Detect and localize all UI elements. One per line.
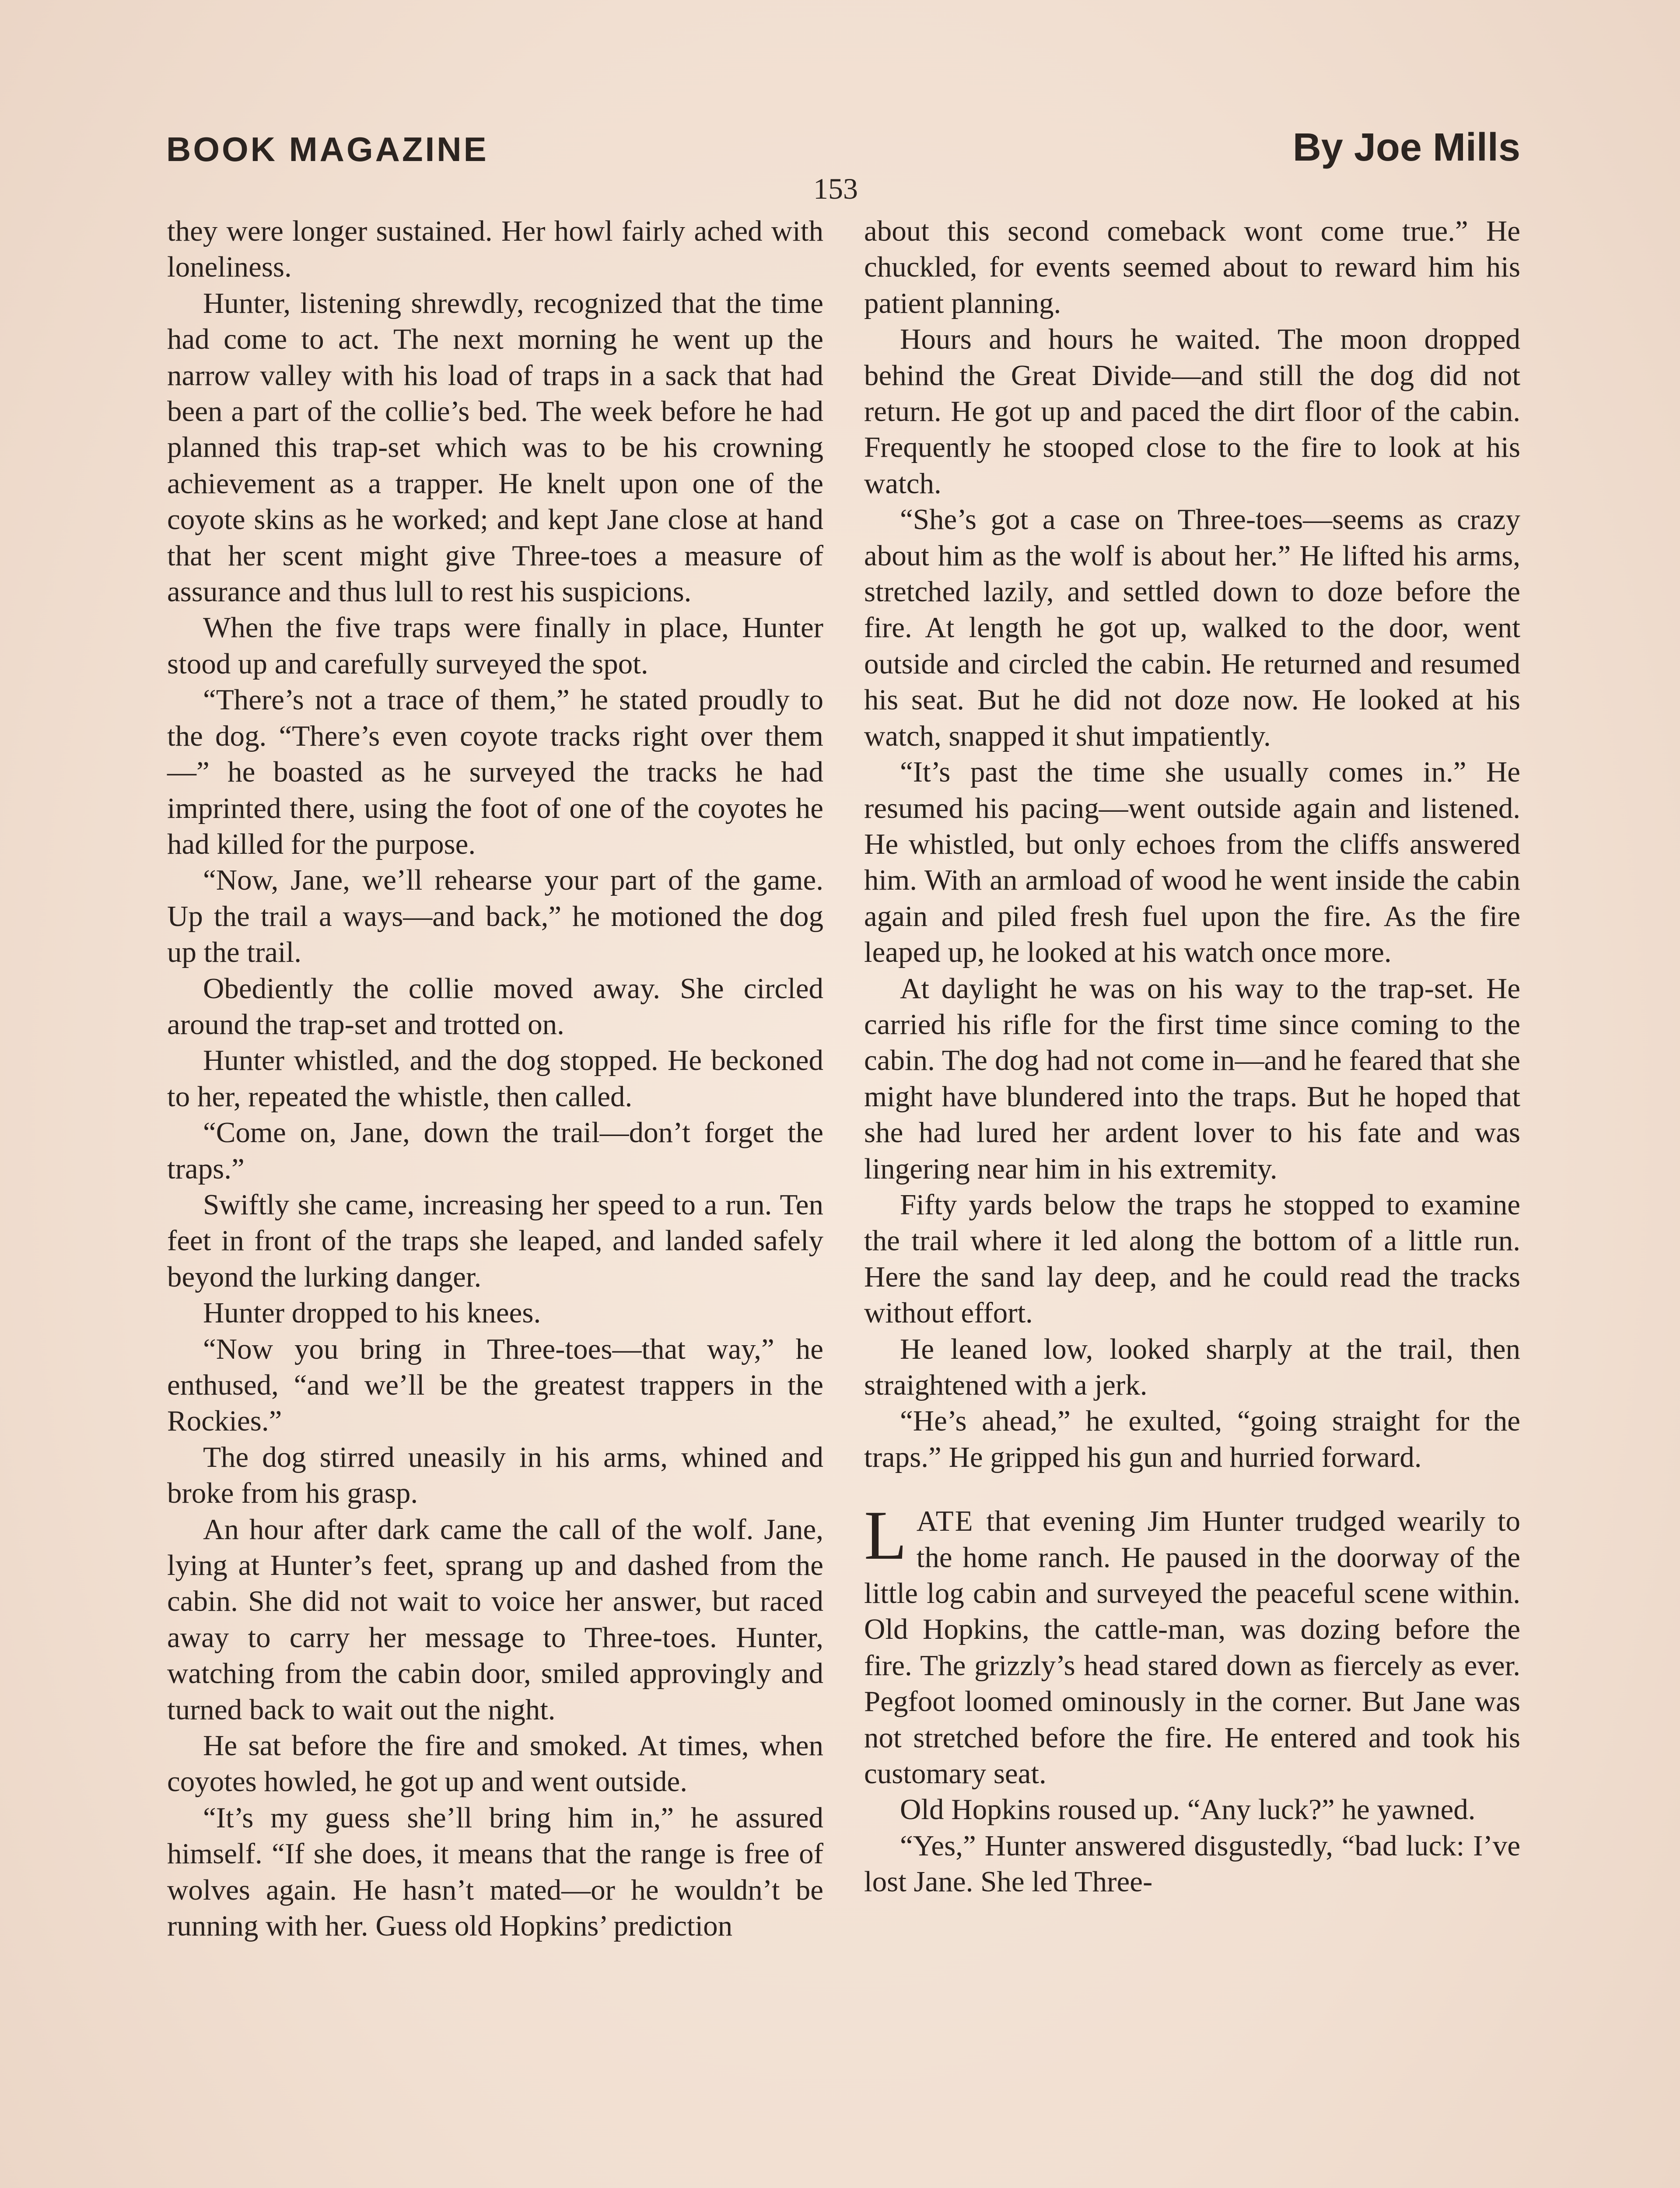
left-text-column [167,213,823,1944]
paragraph: “It’s my guess she’ll bring him in,” he assured himself. “If she does, it means that the range is free of wolves again. He hasn’t mated—or he wouldn’t be running with her. Guess old Hopkins’ prediction [167,1801,823,1943]
paragraph: He leaned low, looked sharply at the trail, then straightened with a jerk. [864,1332,1520,1401]
section-break [864,1475,1520,1503]
page-number: 153 [813,172,858,205]
paragraph: “It’s past the time she usually comes in.” He resumed his pacing—went outside again and listened. He whistled, but only echoes from the cliffs answered him. With an armload of wood he went inside the cabin again and piled fresh fuel upon the fire. As the fire leaped up, he looked at his watch once more. [864,756,1520,969]
paragraph: Hunter dropped to his knees. [203,1297,541,1329]
paragraph: Swiftly she came, increasing her speed to a run. Ten feet in front of the traps she leaped, and landed safely beyond the lurking danger. [167,1188,823,1293]
paragraph-text: that evening Jim Hunter trudged wearily to the home ranch. He paused in the doorway of the little log cabin and surveyed the peaceful scene within. Old Hopkins, the cattle-man, was dozing before the fire. The grizzly’s head stared down as fiercely as ever. Pegfoot loomed ominously in the corner. But Jane was not stretched before the fire. He entered and took his customary seat. [864,1505,1520,1790]
paragraph: An hour after dark came the call of the wolf. Jane, lying at Hunter’s feet, sprang up and dashed from the cabin. She did not wait to voice her answer, but raced away to carry her message to Three-toes. Hunter, watching from the cabin door, smiled approvingly and turned back to wait out the night. [167,1513,823,1726]
paragraph: “There’s not a trace of them,” he stated proudly to the dog. “There’s even coyote tracks right over them—” he boasted as he surveyed the tracks he had imprinted there, using the foot of one of the coyotes he had killed for the purpose. [167,684,823,860]
paragraph: Hours and hours he waited. The moon dropped behind the Great Divide—and still the dog did not return. He got up and paced the dirt floor of the cabin. Frequently he stooped close to the fire to look at his watch. [864,323,1520,500]
section-opening-paragraph [864,1496,1520,1792]
drop-cap: L [864,1496,907,1574]
paragraph: “Now you bring in Three-toes—that way,” he enthused, “and we’ll be the greatest trappers in the Rockies.” [167,1332,823,1438]
paragraph: Old Hopkins roused up. “Any luck?” he yawned. [900,1793,1476,1826]
paragraph: Hunter whistled, and the dog stopped. He beckoned to her, repeated the whistle, then called. [167,1044,823,1113]
paragraph: they were longer sustained. Her howl fairly ached with loneliness. [167,215,823,284]
paragraph: When the five traps were finally in place, Hunter stood up and carefully surveyed the spot. [167,611,823,680]
paragraph: “She’s got a case on Three-toes—seems as crazy about him as the wolf is about her.” He lifted his arms, stretched lazily, and settled down to doze before the fire. At length he got up, walked to the door, went outside and circled the cabin. He returned and resumed his seat. But he did not doze now. He looked at his watch, snapped it shut impatiently. [864,503,1520,752]
paragraph: At daylight he was on his way to the trap-set. He carried his rifle for the first time since coming to the cabin. The dog had not come in—and he feared that she might have blundered into the traps. But he hoped that she had lured her ardent lover to his fate and was lingering near him in his extremity. [864,972,1520,1185]
paragraph: about this second comeback wont come true.” He chuckled, for events seemed about to reward him his patient planning. [864,215,1520,319]
paragraph: “Yes,” Hunter answered disgustedly, “bad luck: I’ve lost Jane. She led Three- [864,1829,1520,1898]
paragraph: “Come on, Jane, down the trail—don’t forget the traps.” [167,1116,823,1185]
paragraph: “Now, Jane, we’ll rehearse your part of the game. Up the trail a ways—and back,” he motioned the dog up the trail. [167,864,823,969]
paragraph: The dog stirred uneasily in his arms, whined and broke from his grasp. [167,1441,823,1510]
paragraph: Fifty yards below the traps he stopped to examine the trail where it led along the bottom of a little run. Here the sand lay deep, and he could read the tracks without effort. [864,1188,1520,1329]
paragraph: He sat before the fire and smoked. At times, when coyotes howled, he got up and went outside. [167,1729,823,1798]
paragraph: “He’s ahead,” he exulted, “going straight for the traps.” He gripped his gun and hurried forward. [864,1405,1520,1473]
paragraph: Obediently the collie moved away. She circled around the trap-set and trotted on. [167,972,823,1041]
magazine-title: BOOK MAGAZINE [166,130,489,168]
right-text-column [864,213,1520,1900]
paragraph: Hunter, listening shrewdly, recognized that the time had come to act. The next morning he went up the narrow valley with his load of traps in a sack that had been a part of the collie’s bed. The week before he had planned this trap-set which was to be his crowning achievement as a trapper. He knelt upon one of the coyote skins as he worked; and kept Jane close at hand that her scent might give Three-toes a measure of assurance and thus lull to rest his suspicions. [167,287,823,608]
lead-caps: ATE [916,1505,974,1538]
author-byline: By Joe Mills [1292,126,1520,169]
